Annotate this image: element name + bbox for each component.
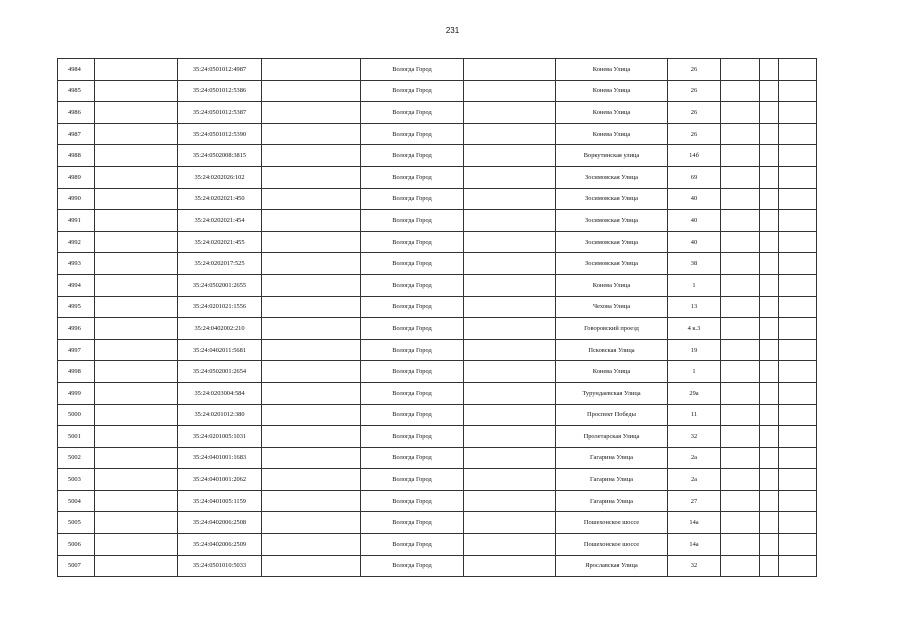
- street-cell: Ярославская Улица: [556, 555, 668, 577]
- table-row: [58, 296, 817, 318]
- empty-cell: [262, 361, 361, 383]
- street-cell: Пошехонское шоссе: [556, 534, 668, 556]
- street-cell: Конева Улица: [556, 102, 668, 124]
- city-cell: Вологда Город: [361, 318, 464, 340]
- city-cell: Вологда Город: [361, 166, 464, 188]
- street-cell: Турундаевская Улица: [556, 382, 668, 404]
- empty-cell: [721, 253, 760, 275]
- empty-cell: [721, 188, 760, 210]
- empty-cell: [779, 469, 817, 491]
- row-number-cell: 4984: [58, 59, 95, 81]
- empty-cell: [464, 555, 556, 577]
- table-row: [58, 166, 817, 188]
- table-row: [58, 210, 817, 232]
- empty-cell: [95, 253, 178, 275]
- table-row: [58, 404, 817, 426]
- house-cell: 26: [668, 123, 721, 145]
- street-cell: Гагарина Улица: [556, 469, 668, 491]
- empty-cell: [95, 145, 178, 167]
- empty-cell: [262, 123, 361, 145]
- empty-cell: [95, 102, 178, 124]
- street-cell: Гагарина Улица: [556, 490, 668, 512]
- empty-cell: [95, 555, 178, 577]
- empty-cell: [760, 102, 779, 124]
- empty-cell: [779, 188, 817, 210]
- empty-cell: [779, 382, 817, 404]
- empty-cell: [262, 318, 361, 340]
- row-number-cell: 4985: [58, 80, 95, 102]
- city-cell: Вологда Город: [361, 102, 464, 124]
- street-cell: Зосимовская Улица: [556, 188, 668, 210]
- empty-cell: [779, 145, 817, 167]
- empty-cell: [721, 534, 760, 556]
- empty-cell: [721, 404, 760, 426]
- table-row: [58, 274, 817, 296]
- table-row: [58, 123, 817, 145]
- row-number-cell: 5000: [58, 404, 95, 426]
- empty-cell: [95, 123, 178, 145]
- cadastral-number-cell: 35:24:0401001:2062: [178, 469, 262, 491]
- street-cell: Конева Улица: [556, 274, 668, 296]
- city-cell: Вологда Город: [361, 253, 464, 275]
- house-cell: 40: [668, 188, 721, 210]
- empty-cell: [779, 253, 817, 275]
- empty-cell: [464, 231, 556, 253]
- empty-cell: [262, 80, 361, 102]
- table-row: [58, 382, 817, 404]
- city-cell: Вологда Город: [361, 382, 464, 404]
- city-cell: Вологда Город: [361, 534, 464, 556]
- empty-cell: [464, 469, 556, 491]
- table-row: [58, 426, 817, 448]
- empty-cell: [779, 210, 817, 232]
- empty-cell: [760, 469, 779, 491]
- house-cell: 40: [668, 210, 721, 232]
- row-number-cell: 4998: [58, 361, 95, 383]
- empty-cell: [95, 296, 178, 318]
- street-cell: Чехова Улица: [556, 296, 668, 318]
- empty-cell: [262, 447, 361, 469]
- empty-cell: [464, 80, 556, 102]
- empty-cell: [464, 123, 556, 145]
- empty-cell: [760, 382, 779, 404]
- city-cell: Вологда Город: [361, 447, 464, 469]
- empty-cell: [464, 253, 556, 275]
- empty-cell: [262, 188, 361, 210]
- empty-cell: [464, 426, 556, 448]
- cadastral-number-cell: 35:24:0502001:2655: [178, 274, 262, 296]
- street-cell: Зосимовская Улица: [556, 166, 668, 188]
- empty-cell: [95, 404, 178, 426]
- row-number-cell: 5004: [58, 490, 95, 512]
- empty-cell: [464, 361, 556, 383]
- house-cell: 1: [668, 274, 721, 296]
- empty-cell: [779, 426, 817, 448]
- empty-cell: [721, 102, 760, 124]
- house-cell: 26: [668, 59, 721, 81]
- row-number-cell: 4996: [58, 318, 95, 340]
- empty-cell: [779, 102, 817, 124]
- empty-cell: [760, 534, 779, 556]
- street-cell: Гагарина Улица: [556, 447, 668, 469]
- house-cell: 40: [668, 231, 721, 253]
- empty-cell: [95, 166, 178, 188]
- city-cell: Вологда Город: [361, 145, 464, 167]
- cadastral-number-cell: 35:24:0201012:380: [178, 404, 262, 426]
- cadastral-number-cell: 35:24:0402006:2509: [178, 534, 262, 556]
- empty-cell: [721, 231, 760, 253]
- empty-cell: [464, 166, 556, 188]
- empty-cell: [464, 318, 556, 340]
- empty-cell: [464, 490, 556, 512]
- table-row: [58, 490, 817, 512]
- cadastral-number-cell: 35:24:0202021:454: [178, 210, 262, 232]
- empty-cell: [262, 339, 361, 361]
- row-number-cell: 4997: [58, 339, 95, 361]
- house-cell: 14а: [668, 512, 721, 534]
- empty-cell: [262, 296, 361, 318]
- table-row: [58, 512, 817, 534]
- table-row: [58, 318, 817, 340]
- empty-cell: [95, 318, 178, 340]
- row-number-cell: 4994: [58, 274, 95, 296]
- row-number-cell: 4990: [58, 188, 95, 210]
- empty-cell: [262, 426, 361, 448]
- cadastral-number-cell: 35:24:0501012:4987: [178, 59, 262, 81]
- empty-cell: [262, 231, 361, 253]
- city-cell: Вологда Город: [361, 210, 464, 232]
- street-cell: Зосимовская Улица: [556, 210, 668, 232]
- street-cell: Конева Улица: [556, 80, 668, 102]
- empty-cell: [464, 188, 556, 210]
- table-row: [58, 145, 817, 167]
- empty-cell: [721, 166, 760, 188]
- empty-cell: [779, 80, 817, 102]
- table-row: [58, 80, 817, 102]
- empty-cell: [779, 447, 817, 469]
- house-cell: 14а: [668, 534, 721, 556]
- table-row: [58, 188, 817, 210]
- row-number-cell: 4988: [58, 145, 95, 167]
- empty-cell: [464, 274, 556, 296]
- street-cell: Пролетарская Улица: [556, 426, 668, 448]
- house-cell: 2а: [668, 447, 721, 469]
- cadastral-number-cell: 35:24:0401005:1159: [178, 490, 262, 512]
- city-cell: Вологда Город: [361, 296, 464, 318]
- empty-cell: [721, 274, 760, 296]
- empty-cell: [760, 253, 779, 275]
- row-number-cell: 4986: [58, 102, 95, 124]
- table-row: [58, 469, 817, 491]
- cadastral-number-cell: 35:24:0202021:455: [178, 231, 262, 253]
- cadastral-number-cell: 35:24:0201021:1556: [178, 296, 262, 318]
- registry-table: [57, 58, 817, 577]
- empty-cell: [464, 339, 556, 361]
- empty-cell: [721, 555, 760, 577]
- cadastral-number-cell: 35:24:0202026:102: [178, 166, 262, 188]
- empty-cell: [721, 361, 760, 383]
- empty-cell: [95, 512, 178, 534]
- empty-cell: [262, 210, 361, 232]
- empty-cell: [721, 512, 760, 534]
- empty-cell: [262, 59, 361, 81]
- city-cell: Вологда Город: [361, 188, 464, 210]
- empty-cell: [721, 80, 760, 102]
- street-cell: Псковская Улица: [556, 339, 668, 361]
- house-cell: 26: [668, 102, 721, 124]
- empty-cell: [95, 382, 178, 404]
- house-cell: 14б: [668, 145, 721, 167]
- street-cell: Проспект Победы: [556, 404, 668, 426]
- city-cell: Вологда Город: [361, 361, 464, 383]
- row-number-cell: 4987: [58, 123, 95, 145]
- empty-cell: [262, 166, 361, 188]
- empty-cell: [464, 382, 556, 404]
- row-number-cell: 4999: [58, 382, 95, 404]
- empty-cell: [779, 231, 817, 253]
- empty-cell: [464, 145, 556, 167]
- empty-cell: [760, 512, 779, 534]
- city-cell: Вологда Город: [361, 231, 464, 253]
- empty-cell: [760, 447, 779, 469]
- empty-cell: [721, 210, 760, 232]
- empty-cell: [760, 426, 779, 448]
- empty-cell: [262, 534, 361, 556]
- table-row: [58, 534, 817, 556]
- cadastral-number-cell: 35:24:0202017:525: [178, 253, 262, 275]
- house-cell: 11: [668, 404, 721, 426]
- empty-cell: [262, 382, 361, 404]
- empty-cell: [721, 296, 760, 318]
- empty-cell: [760, 490, 779, 512]
- table-row: [58, 447, 817, 469]
- cadastral-number-cell: 35:24:0501012:5386: [178, 80, 262, 102]
- empty-cell: [760, 296, 779, 318]
- cadastral-number-cell: 35:24:0501010:5033: [178, 555, 262, 577]
- city-cell: Вологда Город: [361, 469, 464, 491]
- street-cell: Воркутинская улица: [556, 145, 668, 167]
- empty-cell: [760, 404, 779, 426]
- empty-cell: [760, 59, 779, 81]
- empty-cell: [779, 318, 817, 340]
- empty-cell: [95, 447, 178, 469]
- row-number-cell: 4992: [58, 231, 95, 253]
- row-number-cell: 4995: [58, 296, 95, 318]
- empty-cell: [779, 534, 817, 556]
- empty-cell: [760, 339, 779, 361]
- empty-cell: [262, 102, 361, 124]
- street-cell: Зосимовская Улица: [556, 253, 668, 275]
- empty-cell: [721, 59, 760, 81]
- city-cell: Вологда Город: [361, 555, 464, 577]
- city-cell: Вологда Город: [361, 404, 464, 426]
- empty-cell: [779, 490, 817, 512]
- empty-cell: [262, 253, 361, 275]
- cadastral-number-cell: 35:24:0402011:5681: [178, 339, 262, 361]
- house-cell: 32: [668, 555, 721, 577]
- empty-cell: [95, 361, 178, 383]
- city-cell: Вологда Город: [361, 123, 464, 145]
- house-cell: 38: [668, 253, 721, 275]
- street-cell: Конева Улица: [556, 123, 668, 145]
- house-cell: 13: [668, 296, 721, 318]
- empty-cell: [464, 296, 556, 318]
- empty-cell: [721, 469, 760, 491]
- cadastral-number-cell: 35:24:0202021:450: [178, 188, 262, 210]
- row-number-cell: 4989: [58, 166, 95, 188]
- empty-cell: [721, 382, 760, 404]
- empty-cell: [779, 512, 817, 534]
- empty-cell: [95, 59, 178, 81]
- empty-cell: [760, 210, 779, 232]
- city-cell: Вологда Город: [361, 80, 464, 102]
- empty-cell: [262, 404, 361, 426]
- cadastral-number-cell: 35:24:0502008:3815: [178, 145, 262, 167]
- row-number-cell: 5001: [58, 426, 95, 448]
- empty-cell: [95, 339, 178, 361]
- house-cell: 32: [668, 426, 721, 448]
- city-cell: Вологда Город: [361, 512, 464, 534]
- table-row: [58, 102, 817, 124]
- empty-cell: [262, 490, 361, 512]
- house-cell: 27: [668, 490, 721, 512]
- street-cell: Говоровский проезд: [556, 318, 668, 340]
- table-row: [58, 555, 817, 577]
- empty-cell: [779, 59, 817, 81]
- empty-cell: [95, 274, 178, 296]
- city-cell: Вологда Город: [361, 426, 464, 448]
- table-row: [58, 361, 817, 383]
- empty-cell: [95, 80, 178, 102]
- empty-cell: [262, 555, 361, 577]
- house-cell: 2а: [668, 469, 721, 491]
- row-number-cell: 4991: [58, 210, 95, 232]
- empty-cell: [464, 102, 556, 124]
- row-number-cell: 5003: [58, 469, 95, 491]
- cadastral-number-cell: 35:24:0501012:5387: [178, 102, 262, 124]
- city-cell: Вологда Город: [361, 339, 464, 361]
- house-cell: 29а: [668, 382, 721, 404]
- empty-cell: [464, 59, 556, 81]
- empty-cell: [95, 469, 178, 491]
- row-number-cell: 4993: [58, 253, 95, 275]
- empty-cell: [779, 274, 817, 296]
- table-row: [58, 59, 817, 81]
- house-cell: 26: [668, 80, 721, 102]
- table-row: [58, 231, 817, 253]
- empty-cell: [779, 555, 817, 577]
- empty-cell: [464, 512, 556, 534]
- house-cell: 4 к.3: [668, 318, 721, 340]
- empty-cell: [95, 210, 178, 232]
- street-cell: Конева Улица: [556, 361, 668, 383]
- street-cell: Конева Улица: [556, 59, 668, 81]
- empty-cell: [760, 318, 779, 340]
- empty-cell: [760, 80, 779, 102]
- table-row: [58, 253, 817, 275]
- city-cell: Вологда Город: [361, 490, 464, 512]
- row-number-cell: 5006: [58, 534, 95, 556]
- city-cell: Вологда Город: [361, 59, 464, 81]
- empty-cell: [262, 145, 361, 167]
- empty-cell: [262, 469, 361, 491]
- empty-cell: [721, 339, 760, 361]
- street-cell: Пошехонское шоссе: [556, 512, 668, 534]
- empty-cell: [464, 534, 556, 556]
- empty-cell: [721, 426, 760, 448]
- empty-cell: [721, 145, 760, 167]
- cadastral-number-cell: 35:24:0402006:2508: [178, 512, 262, 534]
- empty-cell: [760, 231, 779, 253]
- empty-cell: [721, 318, 760, 340]
- empty-cell: [95, 490, 178, 512]
- empty-cell: [262, 274, 361, 296]
- empty-cell: [464, 210, 556, 232]
- empty-cell: [760, 166, 779, 188]
- empty-cell: [779, 123, 817, 145]
- empty-cell: [464, 404, 556, 426]
- empty-cell: [721, 123, 760, 145]
- empty-cell: [760, 274, 779, 296]
- empty-cell: [95, 426, 178, 448]
- empty-cell: [760, 123, 779, 145]
- table-row: [58, 339, 817, 361]
- empty-cell: [779, 404, 817, 426]
- empty-cell: [779, 166, 817, 188]
- empty-cell: [779, 296, 817, 318]
- cadastral-number-cell: 35:24:0402002:210: [178, 318, 262, 340]
- row-number-cell: 5002: [58, 447, 95, 469]
- row-number-cell: 5007: [58, 555, 95, 577]
- house-cell: 69: [668, 166, 721, 188]
- cadastral-number-cell: 35:24:0201005:1031: [178, 426, 262, 448]
- empty-cell: [760, 555, 779, 577]
- city-cell: Вологда Город: [361, 274, 464, 296]
- empty-cell: [779, 361, 817, 383]
- empty-cell: [95, 231, 178, 253]
- street-cell: Зосимовская Улица: [556, 231, 668, 253]
- table-body: [58, 59, 817, 577]
- cadastral-number-cell: 35:24:0401001:1683: [178, 447, 262, 469]
- cadastral-number-cell: 35:24:0501012:5390: [178, 123, 262, 145]
- empty-cell: [95, 188, 178, 210]
- empty-cell: [464, 447, 556, 469]
- house-cell: 1: [668, 361, 721, 383]
- empty-cell: [721, 447, 760, 469]
- empty-cell: [779, 339, 817, 361]
- empty-cell: [760, 188, 779, 210]
- house-cell: 19: [668, 339, 721, 361]
- empty-cell: [760, 145, 779, 167]
- row-number-cell: 5005: [58, 512, 95, 534]
- page-number: 231: [445, 26, 460, 35]
- empty-cell: [760, 361, 779, 383]
- empty-cell: [95, 534, 178, 556]
- empty-cell: [721, 490, 760, 512]
- cadastral-number-cell: 35:24:0502001:2654: [178, 361, 262, 383]
- empty-cell: [262, 512, 361, 534]
- cadastral-number-cell: 35:24:0203004:584: [178, 382, 262, 404]
